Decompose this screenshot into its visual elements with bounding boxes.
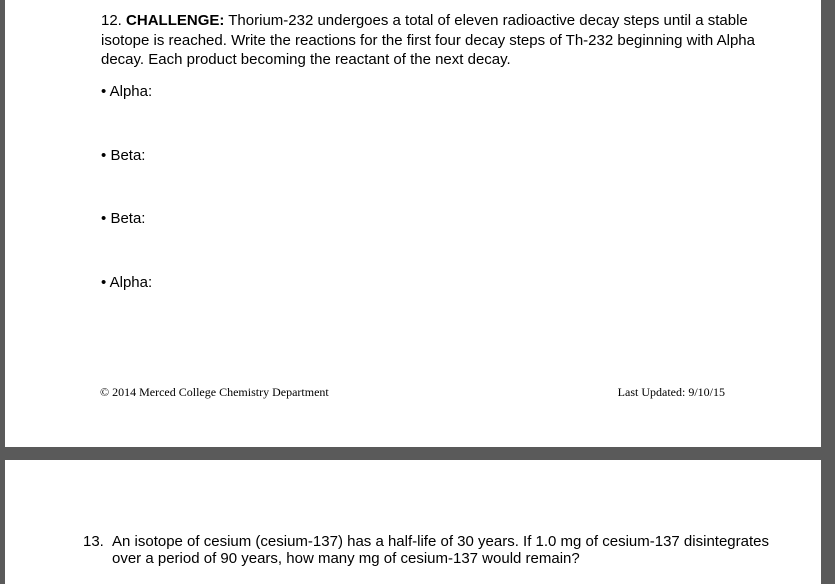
question-13-text: An isotope of cesium (cesium-137) has a half-life of 30 years. If 1.0 mg of cesium-137 disintegrates over a period of 90 years, how many mg of cesium-137 would remain? — [112, 533, 769, 567]
footer-copyright: © 2014 Merced College Chemistry Department — [100, 385, 329, 399]
bullet-icon: • — [101, 147, 107, 164]
question-12-label: CHALLENGE: — [126, 12, 225, 29]
decay-step-2 — [101, 147, 145, 165]
question-12 — [101, 11, 771, 70]
footer-last-updated: Last Updated: 9/10/15 — [617, 385, 725, 399]
decay-step-4-label: Alpha: — [109, 274, 153, 291]
question-13-number: 13. — [83, 533, 104, 550]
decay-step-3 — [101, 210, 145, 228]
question-12-number: 12. — [101, 12, 122, 29]
decay-step-1-label: Alpha: — [109, 83, 153, 100]
question-12-text: Thorium-232 undergoes a total of eleven radioactive decay steps until a stable isotope is reached. Write the reactions for the first four decay steps of Th-232 beginning with Alpha decay. Each product becoming the reactant of the next decay. — [101, 12, 755, 68]
decay-step-1 — [101, 83, 152, 101]
document-page-1 — [5, 0, 821, 447]
bullet-icon: • — [101, 83, 107, 100]
decay-step-4 — [101, 274, 152, 292]
document-page-2 — [5, 460, 821, 584]
question-13 — [83, 533, 783, 567]
decay-step-3-label: Beta: — [110, 210, 146, 227]
bullet-icon: • — [101, 210, 107, 227]
bullet-icon: • — [101, 274, 107, 291]
decay-step-2-label: Beta: — [110, 147, 146, 164]
